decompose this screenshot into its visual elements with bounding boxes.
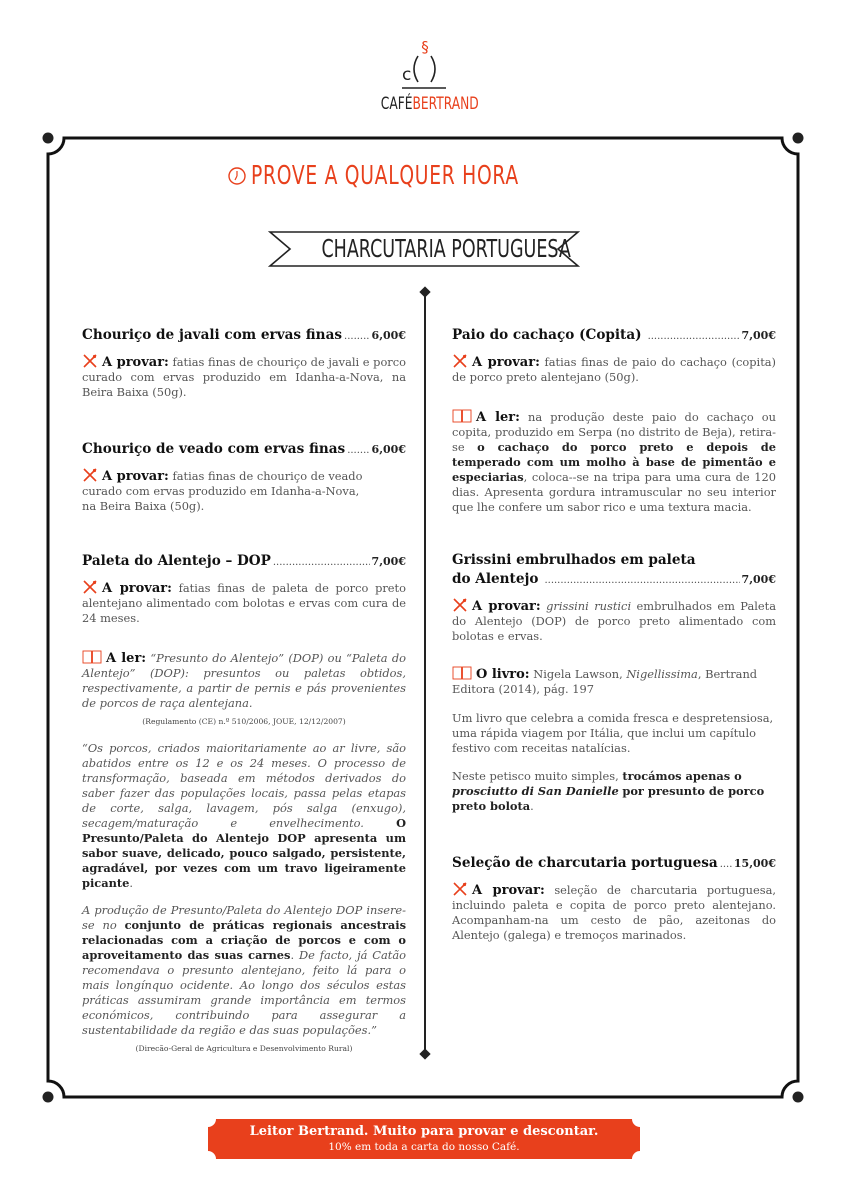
note-bold-text: por presunto de porco preto bolota xyxy=(452,784,765,813)
fork-knife-icon xyxy=(452,882,468,896)
quote-text: “Os porcos, criados maioritariamente ao ar livre, são abatidos entre os 12 e os 24 meses. O processo de transformação, baseada em métodos derivados do saber fazer das populações locais, passa pelas etapas de corte, salga, lavagem, pós salga (enxugo), secagem/maturação e envelhecimento. xyxy=(82,741,406,830)
leader-dots xyxy=(344,327,370,346)
provar-text: na Beira Baixa (50g). xyxy=(82,499,205,513)
fork-knife-icon xyxy=(82,580,98,594)
menu-item xyxy=(82,440,406,514)
provar-paragraph xyxy=(452,354,776,385)
svg-text:§: § xyxy=(421,38,429,56)
ler-paragraph xyxy=(452,409,776,515)
provar-paragraph xyxy=(82,580,406,626)
menu-item xyxy=(82,326,406,400)
item-title-row xyxy=(82,552,406,572)
item-title-row xyxy=(452,570,776,590)
note-bold-italic-text: prosciutto di San Danielle xyxy=(452,784,619,798)
quote-paragraph xyxy=(82,903,406,1038)
item-name: Paio do cachaço (Copita) xyxy=(452,327,642,343)
frame-corner-dot xyxy=(793,1092,804,1103)
provar-text: embrulhados em Paleta do Alentejo (DOP) de porco preto alimentado com bolotas e ervas. xyxy=(452,599,777,643)
leader-dots xyxy=(648,327,740,346)
item-price: 7,00€ xyxy=(371,555,406,568)
leader-dots xyxy=(544,571,739,590)
book-title: Nigellissima xyxy=(626,667,698,681)
item-price: 7,00€ xyxy=(741,329,776,342)
logo-word-bertrand: BERTRAND xyxy=(412,94,479,114)
item-name: Chouriço de veado com ervas finas xyxy=(82,441,346,457)
item-title-row xyxy=(82,326,406,346)
left-column xyxy=(82,326,406,1056)
ler-text: na produção deste paio do cachaço ou copita, produzido em Serpa (no distrito de Beja), retira-se xyxy=(452,410,776,454)
quote-paragraph xyxy=(82,741,406,891)
provar-label: A provar: xyxy=(102,469,169,484)
fork-knife-icon xyxy=(452,354,468,368)
provar-label: A provar: xyxy=(472,599,541,614)
section-title: CHARCUTARIA PORTUGUESA xyxy=(321,234,571,263)
petisco-note xyxy=(452,769,776,814)
footer-headline: Leitor Bertrand. Muito para provar e descontar. xyxy=(249,1124,599,1139)
livro-label: O livro: xyxy=(476,667,530,682)
frame-corner-dot xyxy=(793,133,804,144)
divider-end-dot xyxy=(419,1048,430,1059)
headline xyxy=(200,160,650,191)
note-bold-text: trocámos apenas o xyxy=(622,769,742,783)
item-title-row xyxy=(452,326,776,346)
headline-text: PROVE A QUALQUER HORA xyxy=(250,160,519,191)
menu-item xyxy=(452,854,776,943)
footer-subline: 10% em toda a carta do nosso Café. xyxy=(328,1141,520,1153)
book-icon xyxy=(82,650,102,664)
provar-label: A provar: xyxy=(102,355,169,370)
provar-label: A provar: xyxy=(102,581,172,596)
provar-paragraph xyxy=(452,882,776,943)
quote-text: A produção de Presunto/Paleta do Alentejo DOP insere-se no xyxy=(82,903,406,932)
menu-item xyxy=(452,326,776,515)
livro-text: , Bertrand Editora (2014), pág. 197 xyxy=(452,667,758,696)
citation: (Regulamento (CE) n.º 510/2006, JOUE, 12/12/2007) xyxy=(142,717,346,726)
quote-text: . xyxy=(129,876,134,890)
provar-text: fatias finas de chouriço de veado curado com ervas produzido em Idanha-a-Nova, xyxy=(82,469,363,498)
item-name: Seleção de charcutaria portuguesa xyxy=(452,855,718,871)
item-name: do Alentejo xyxy=(452,571,539,587)
frame-corner-dot xyxy=(43,133,54,144)
provar-paragraph xyxy=(82,354,406,400)
provar-text: fatias finas de paleta de porco preto alentejano alimentado com bolotas e ervas com cura de 24 meses. xyxy=(82,581,406,625)
item-price: 6,00€ xyxy=(371,329,406,342)
divider-end-dot xyxy=(419,286,430,297)
leader-dots xyxy=(720,855,732,874)
menu-item xyxy=(452,551,776,814)
frame-corner-dot xyxy=(43,1092,54,1103)
item-name: Paleta do Alentejo – DOP xyxy=(82,553,271,569)
note-text: Neste petisco muito simples, xyxy=(452,769,619,783)
provar-label: A provar: xyxy=(472,355,540,370)
book-icon xyxy=(452,409,472,423)
provar-italic-text: grissini rustici xyxy=(546,599,632,613)
book-description: Um livro que celebra a comida fresca e despretensiosa, uma rápida viagem por Itália, que inclui um capítulo festivo com receitas natalícias. xyxy=(452,711,774,755)
ler-label: A ler: xyxy=(106,651,147,666)
leader-dots xyxy=(273,553,370,572)
fork-knife-icon xyxy=(452,598,468,612)
provar-paragraph xyxy=(452,598,776,644)
clock-icon xyxy=(227,166,247,186)
column-divider xyxy=(424,292,426,1054)
item-name: Grissini embrulhados em paleta xyxy=(452,552,696,568)
quote-bold-text: O Presunto/Paleta do Alentejo DOP apresenta um sabor suave, delicado, pouco salgado, persistente, agradável, por vezes com um travo ligeiramente picante xyxy=(82,816,406,890)
fork-knife-icon xyxy=(82,468,98,482)
provar-text: fatias finas de paio do cachaço (copita) de porco preto alentejano (50g). xyxy=(452,355,776,384)
provar-text: fatias finas de chouriço de javali e porco curado com ervas produzido em Idanha-a-Nova, na Beira Baixa (50g). xyxy=(82,355,406,399)
logo-mark-icon xyxy=(396,36,452,92)
ler-bold-text: o cachaço do porco preto e depois de temperado com um molho à base de pimentão e especiarias xyxy=(452,440,776,484)
ler-text: “Presunto do Alentejo” (DOP) ou “Paleta do Alentejo” (DOP): presuntos ou paletas obtidos, respectivamente, a partir de pernis e pás provenientes de porcos de raça alentejana. xyxy=(82,651,406,710)
logo-wordmark xyxy=(380,94,479,114)
citation: (Direcão-Geral de Agricultura e Desenvolvimento Rural) xyxy=(135,1044,353,1053)
livro-text: Nigela Lawson, xyxy=(533,667,623,681)
quote-text: De facto, já Catão recomendava o presunto alentejano, feito lá para o mais longínquo ocidente. Ao longo dos séculos estas práticas assumiram grande importância em termos económicos, contribuindo para assegurar a sustentabilidade da região e das suas populações.” xyxy=(82,948,407,1037)
fork-knife-icon xyxy=(82,354,98,368)
item-price: 6,00€ xyxy=(371,443,406,456)
note-text: . xyxy=(530,799,534,813)
cafe-bertrand-logo xyxy=(364,36,484,126)
provar-label: A provar: xyxy=(472,883,545,898)
quote-text: . xyxy=(290,948,295,962)
quote-bold-text: conjunto de práticas regionais ancestrais relacionadas com a criação de porcos e com o aproveitamento das suas carnes xyxy=(82,918,406,962)
livro-paragraph xyxy=(452,666,776,697)
menu-item xyxy=(82,552,406,1056)
item-title-row xyxy=(452,854,776,874)
provar-text: seleção de charcutaria portuguesa, incluindo paleta e copita de porco preto alentejano. Acompanham-na um cesto de pão, azeitonas do Alentejo (galega) e tremoços marinados. xyxy=(452,883,776,942)
provar-paragraph xyxy=(82,468,406,514)
item-name: Chouriço de javali com ervas finas xyxy=(82,327,343,343)
section-banner xyxy=(268,228,580,270)
book-icon xyxy=(452,666,472,680)
ler-text: , coloca--se na tripa para uma cura de 120 dias. Apresenta gordura intramuscular no seu interior que lhe confere um sabor rico e uma textura macia. xyxy=(452,470,776,514)
footer-promo-banner xyxy=(208,1119,640,1159)
svg-text:c: c xyxy=(402,65,412,85)
item-price: 15,00€ xyxy=(733,857,776,870)
item-price: 7,00€ xyxy=(741,573,776,586)
ler-paragraph xyxy=(82,650,406,711)
logo-word-cafe: CAFÉ xyxy=(380,94,413,114)
right-column xyxy=(452,326,776,943)
leader-dots xyxy=(347,441,369,460)
ler-label: A ler: xyxy=(476,410,520,425)
item-title-row xyxy=(82,440,406,460)
